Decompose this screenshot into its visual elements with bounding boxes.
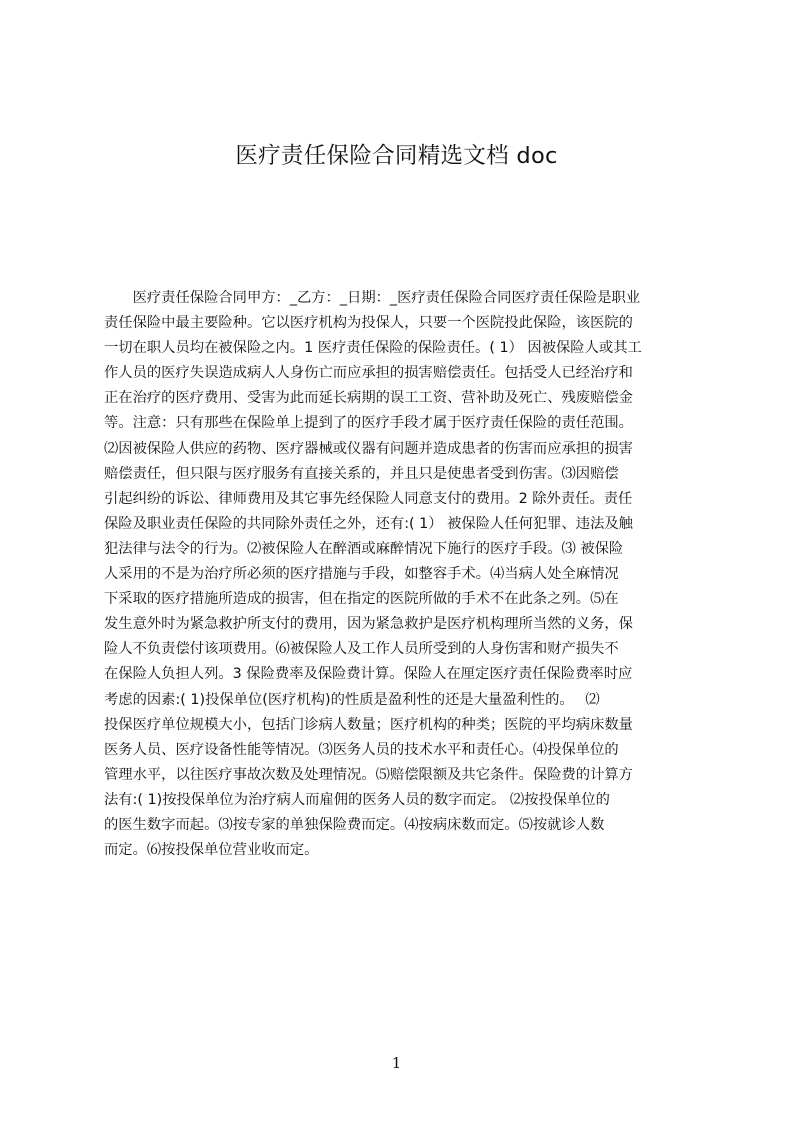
body-line: 医务人员、医疗设备性能等情况。⑶医务人员的技术水平和责任心。⑷投保单位的 [104, 741, 619, 758]
document-body [104, 286, 700, 863]
body-line: 等。注意：只有那些在保险单上提到了的医疗手段才属于医疗责任保险的责任范围。 [104, 415, 633, 432]
body-line: 医疗责任保险合同甲方：_乙方：_日期：_医疗责任保险合同医疗责任保险是职业 [104, 290, 641, 306]
body-line: 人采用的不是为治疗所必须的医疗措施与手段，如整容手术。⑷当病人处全麻情况 [104, 566, 619, 583]
body-line: 在保险人负担人列。3 保险费率及保险费计算。保险人在厘定医疗责任保险费率时应 [104, 666, 633, 683]
body-line: 法有:( 1)按投保单位为治疗病人而雇佣的医务人员的数字而定。 ⑵按投保单位的 [104, 791, 610, 808]
body-line: 作人员的医疗失误造成病人人身伤亡而应承担的损害赔偿责任。包括受人已经治疗和 [104, 365, 633, 382]
body-line: 发生意外时为紧急救护所支付的费用，因为紧急救护是医疗机构理所当然的义务，保 [104, 616, 633, 633]
body-line: 的医生数字而起。⑶按专家的单独保险费而定。⑷按病床数而定。⑸按就诊人数 [104, 816, 605, 833]
body-line: ⑵因被保险人供应的药物、医疗器械或仪器有问题并造成患者的伤害而应承担的损害 [104, 440, 633, 457]
body-line: 考虑的因素:( 1)投保单位(医疗机构)的性质是盈利性的还是大量盈利性的。 ⑵ [104, 691, 600, 708]
body-line: 而定。⑹按投保单位营业收而定。 [104, 842, 319, 859]
body-line: 赔偿责任，但只限与医疗服务有直接关系的，并且只是使患者受到伤害。⑶因赔偿 [104, 465, 619, 482]
body-line: 正在治疗的医疗费用、受害为此而延长病期的误工工资、营补助及死亡、残废赔偿金 [104, 390, 633, 407]
body-line: 保险及职业责任保险的共同除外责任之外，还有:( 1） 被保险人任何犯罪、违法及触 [104, 515, 633, 532]
body-line: 投保医疗单位规模大小，包括门诊病人数量；医疗机构的种类；医院的平均病床数量 [104, 716, 633, 733]
document-title: 医疗责任保险合同精选文档 doc [235, 143, 558, 169]
body-line: 引起纠纷的诉讼、律师费用及其它事先经保险人同意支付的费用。2 除外责任。责任 [104, 490, 633, 507]
body-line: 下采取的医疗措施所造成的损害，但在指定的医院所做的手术不在此条之列。⑸在 [104, 591, 619, 608]
body-line: 管理水平，以往医疗事故次数及处理情况。⑸赔偿限额及共它条件。保险费的计算方 [104, 766, 633, 783]
body-line: 一切在职人员均在被保险之内。1 医疗责任保险的保险责任。( 1） 因被保险人或其工 [104, 340, 642, 357]
body-line: 责任保险中最主要险种。它以医疗机构为投保人，只要一个医院投此保险，该医院的 [104, 315, 633, 332]
page-number: 1 [391, 1054, 402, 1072]
body-line: 险人不负责偿付该项费用。⑹被保险人及工作人员所受到的人身伤害和财产损失不 [104, 641, 619, 658]
body-line: 犯法律与法令的行为。⑵被保险人在醉酒或麻醉情况下施行的医疗手段。⑶ 被保险 [104, 540, 624, 557]
